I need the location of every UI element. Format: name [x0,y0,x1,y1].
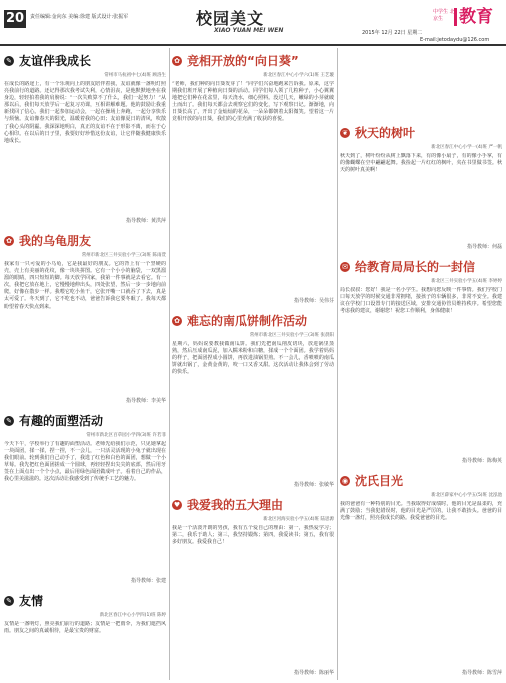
pen-icon: ✎ [4,596,14,606]
article-title: 我爱我的五大理由 [187,498,284,512]
article-body: “老师，我们种的向日葵发芽了！”同学们兴奋地跑来告诉我。原来，这学期我们班开展了种植向日葵的活动。同学们每人领了几粒种子，小心翼翼地把它们种在花盆里，每天浇水，细心照料。没过几天，嫩绿的小芽就破土而出了。我们每天都会去观察它们的变化，写下观察日记。渐渐地，向日葵长高了，开出了金灿灿的花朵，一朵朵都朝着太阳微笑。望着这一片竞相开放的向日葵，我们的心里充满了收获的喜悦。 [172,81,334,123]
article-gaze [340,472,502,680]
article-editor: 指导教师：吴伟芬 [293,298,334,304]
article-body: 今天下午，学校举行了有趣的面塑活动。老师先给我们示范，只见她拿起一块面团，揉一揉，捏一捏，不一会儿，一只活灵活现的小兔子就出现在我们眼前。轮到我们自己动手了，我选了红色和白色的面团，想做一个小草莓。我先把红色面团搓成一个圆球，再轻轻捏出尖尖的底部，然后用牙签在上面点出一个个小点，最后用绿色面团做成叶子。看着自己的作品，我心里美滋滋的。这次活动让我感受到了传统手工艺的魅力。 [4,441,166,483]
article-title: 秋天的树叶 [355,126,416,140]
article-editor: 指导教师：陈梅英 [461,458,502,464]
article-turtle [4,232,166,408]
heart-icon: ♥ [173,500,181,509]
pen-icon: ✎ [4,56,14,66]
pen-icon: ✎ [4,416,14,426]
article-body: 在成长的路途上，有一个乐观向上的朋友陪伴着我，友谊就像一盏明灯照亮我前行的道路。还记得那次我考试失利，心情沮丧，是他默默地坐在我身边，轻轻拍着我的肩膀说：“一次失败算不了什么，我们一起努力！”从那以后，我们每天放学后一起复习功课，互相讲解难题。他的鼓励让我重新找回了信心。我们一起参加运动会，一起在操场上奔跑，一起分享快乐与烦恼。友谊像春天的阳光，温暖着我的心田；友谊像夏日的清风，吹散了我心头的阴霾。我深深地明白，真正的友谊不在于形影不离，而在于心心相印。在以后的日子里，我要好好珍惜这份友谊，让它伴随我健康快乐地成长。 [4,81,166,144]
page-meta: 责任编辑:金向东 美编:徐建 版式设计:张振军 [30,14,129,20]
article-title: 难忘的南瓜饼制作活动 [187,314,308,328]
flower-icon: ✿ [172,316,182,326]
turtle-icon: ✿ [4,236,14,246]
article-body: 秋天到了，树叶纷纷从树上飘落下来，有的像小扇子，有的像小手掌，有的像蝴蝶在空中翩翩起舞。我捡起一片红红的枫叶，夹在书里做书签。秋天的树叶真美啊！ [340,153,502,174]
article-editor: 指导教师：陈丽华 [293,670,334,676]
header-rule [0,44,506,46]
article-editor: 指导教师：黄洪萍 [125,218,166,224]
contact-email[interactable]: E-mail:jetodaydu@126.com [420,37,490,43]
article-autumn-leaves [340,124,502,254]
article-title: 竞相开放的“向日葵” [187,54,299,68]
page-number: 20 [5,11,25,26]
article-title: 有趣的面塑活动 [19,414,104,428]
article-sunflower [172,52,334,308]
article-title: 我的乌龟朋友 [19,234,92,248]
article-byline: 常州市新北区百草园小学四(3)班 许若菲 [86,433,166,438]
article-byline: 新北区春江中心小学六(1)班 王艺璇 [263,73,334,78]
article-editor: 指导教师：张建 [130,578,166,584]
article-body: 我是一个活泼开朗的男孩，我有五个爱自己的理由：第一，我热爱学习；第二，我乐于助人；第三，我坚持锻炼；第四，我爱读书；第五，我有很多好朋友。我爱我自己！ [172,525,334,546]
logo-small-text: 中学生 北京生 [433,9,455,22]
envelope-icon: ✉ [340,262,350,272]
column-divider [169,48,170,680]
page-subtitle: XIAO YUAN MEI WEN [214,27,284,34]
article-letter [340,258,502,468]
column-divider [337,48,338,680]
article-byline: 常州市新北区三井实验小学三(3)班 张晨阳 [249,333,334,338]
article-editor: 指导教师：陈雪萍 [461,670,502,676]
article-five-reasons [172,496,334,680]
article-byline: 新北区春江中心小学一(4)班 严一帆 [431,145,502,150]
flower-icon: ✿ [172,56,182,66]
article-friendship [4,52,166,228]
article-editor: 指导教师：何磊 [466,244,502,250]
article-byline: 常州市新北区三井实验小学三(3)班 陈雨萱 [81,253,166,258]
newspaper-logo: 教育 [454,8,493,26]
article-youqing [4,592,166,680]
article-body: 局长叔叔：您好！我是一名小学生。我想向您反映一件事情。我们学校门口每天放学的时候交通非常拥堵，接孩子的车辆很多，非常不安全。我建议在学校门口设置专门的接送区域，安排交通协管员维持秩序。希望您能考虑我的建议，谢谢您！祝您工作顺利，身体健康！ [340,287,502,315]
article-body: 我家有一只可爱的小乌龟，它是我最好的朋友。它的背上有一个坚硬的壳，壳上有美丽的花纹，像一块块拼图。它有一个小小的脑袋，一双黑溜溜的眼睛，四只短短的脚。每天放学回家，我第一件事就是去看它。有一次，我把它放在地上，它慢慢地伸出头，四处张望，然后一步一步地向前爬，好像在散步一样。我喂它吃小鱼干，它张开嘴一口就吞了下去，真是太可爱了。冬天到了，它不吃也不动，爸爸告诉我它要冬眠了。我每天都盼望着春天快点到来。 [4,261,166,310]
article-body: 我的爸爸有一种特别的目光。当我取得好成绩时，他的目光是温柔的，充满了鼓励；当我犯错误时，他的目光是严厉的，让我不敢抬头。爸爸的目光像一盏灯，照亮我成长的路。我爱爸爸的目光。 [340,501,502,522]
masthead [0,0,506,44]
eye-icon: ◉ [341,476,349,485]
article-body: 星期六，妈妈说要教我做南瓜饼。我们先把南瓜削皮切块，放进锅里蒸熟，然后压成南瓜泥，加入糯米粉和白糖，揉成一个个面团。我学着妈妈的样子，把面团捏成小圆饼，再放进油锅里煎。不一会儿，香喷喷的南瓜饼就出锅了，金黄金黄的，咬一口又香又甜。这次活动让我体会到了劳动的快乐。 [172,341,334,376]
article-editor: 指导教师：李美华 [125,398,166,404]
issue-date: 2015年 12月 22日 星期二 [362,30,423,36]
article-byline: 新北区三井实验小学五(4)班 李婷婷 [431,279,502,284]
article-byline: 新北区薛家中心小学五(5)班 沈泓池 [431,493,502,498]
article-title: 给教育局局长的一封信 [355,260,476,274]
article-dough [4,412,166,588]
article-body: 友情是一盏明灯，照亮我们前行的道路；友情是一把雨伞，为我们遮挡风雨。朋友之间的真诚相待，是最宝贵的财富。 [4,621,166,635]
article-byline: 新北区春江中心小学四(1)班 陈婷 [99,613,166,618]
leaf-icon: ❦ [340,128,350,138]
article-title: 友情 [19,594,44,608]
article-title: 友谊伴我成长 [19,54,92,68]
article-byline: 新北区河海实验小学五(4)班 陆思源 [263,517,334,522]
article-pumpkin [172,312,334,492]
article-editor: 指导教师：张敏华 [293,482,334,488]
page-title: 校园美文 [196,9,265,28]
article-byline: 常州市马杭初中七(4)班 顾洛生 [104,73,166,78]
article-title: 沈氏目光 [355,474,404,488]
